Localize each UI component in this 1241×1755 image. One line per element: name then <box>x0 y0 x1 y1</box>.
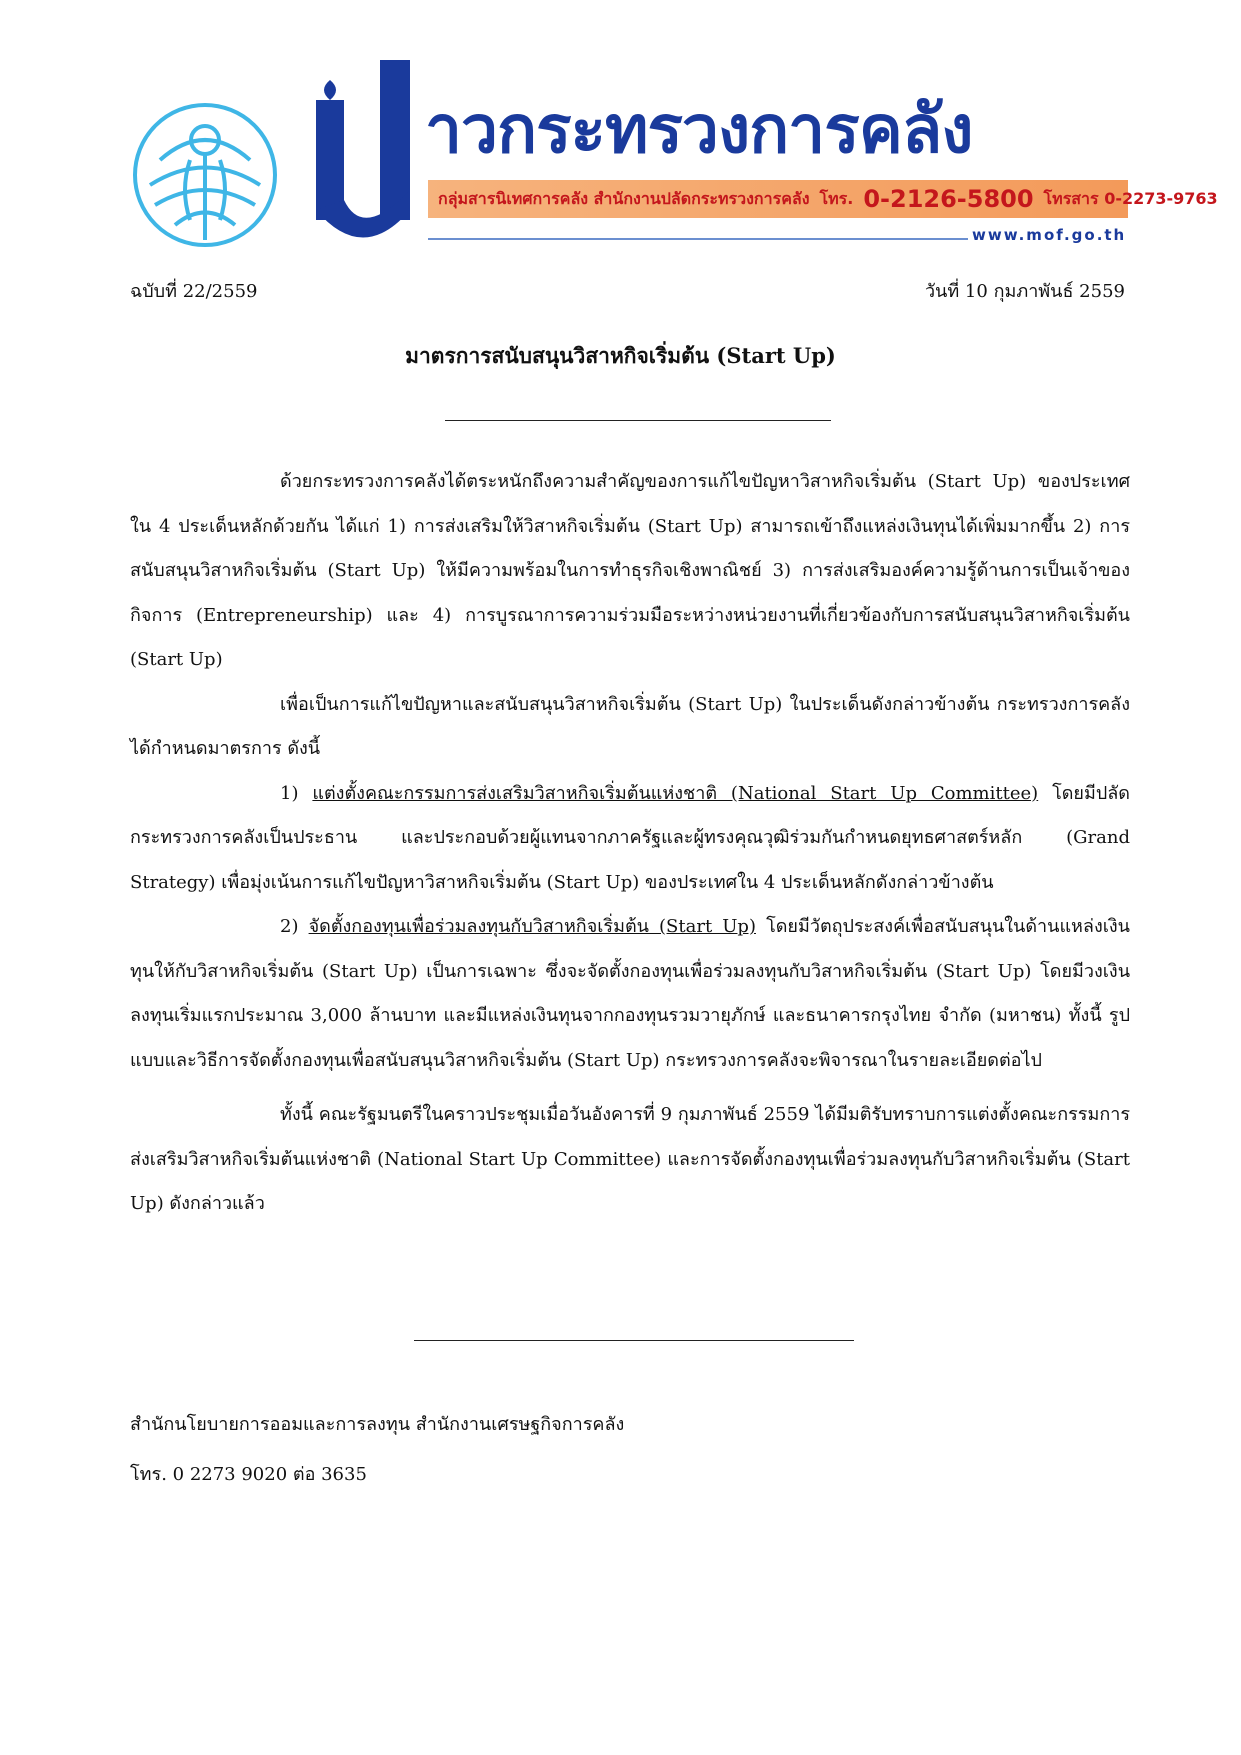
measure-item-2-text: โดยมีวัตถุประสงค์เพื่อสนับสนุนในด้านแหล่งเงินทุนให้กับวิสาหกิจเริ่มต้น (Start Up) เป็นการเฉพาะ ซึ่งจะจัดตั้งกองทุนเพื่อร่วมลงทุนกับวิสาหกิจเริ่มต้น (Start Up) โดยมีวงเงินลงทุนเริ่มแรกประมาณ 3,000 ล้านบาท และมีแหล่งเงินทุนจากกองทุนรวมวายุภักษ์ และธนาคารกรุงไทย จำกัด (มหาชน) ทั้งนี้ รูปแบบและวิธีการจัดตั้งกองทุนเพื่อสนับสนุนวิสาหกิจเริ่มต้น (Start Up) กระทรวงการคลังจะพิจารณาในรายละเอียดต่อไป <box>130 916 1130 1071</box>
masthead-tel-label: โทร. <box>819 188 854 208</box>
paragraph-cabinet: ทั้งนี้ คณะรัฐมนตรีในคราวประชุมเมื่อวันอังคารที่ 9 กุมภาพันธ์ 2559 ได้มีมติรับทราบการแต่งตั้งคณะกรรมการส่งเสริมวิสาหกิจเริ่มต้นแห่งชาติ (National Start Up Committee) และการจัดตั้งกองทุนเพื่อร่วมลงทุนกับวิสาหกิจเริ่มต้น (Start Up) ดังกล่าวแล้ว <box>130 1104 1130 1214</box>
masthead-contact-bar <box>428 180 1218 218</box>
website-link[interactable]: www.mof.go.th <box>972 226 1127 244</box>
measure-item-2 <box>130 905 1130 1083</box>
masthead-big-letter <box>308 60 428 260</box>
measure-item-2-heading: จัดตั้งกองทุนเพื่อร่วมลงทุนกับวิสาหกิจเริ่มต้น (Start Up) <box>308 916 756 937</box>
end-divider <box>414 1340 854 1341</box>
masthead-tel-number: 0-2126-5800 <box>863 185 1034 213</box>
measure-item-1 <box>130 772 1130 906</box>
page-title: มาตรการสนับสนุนวิสาหกิจเริ่มต้น (Start Up) <box>405 343 836 368</box>
garuda-emblem-icon <box>130 100 280 250</box>
paragraph-intro: ด้วยกระทรวงการคลังได้ตระหนักถึงความสำคัญของการแก้ไขปัญหาวิสาหกิจเริ่มต้น (Start Up) ของประเทศใน 4 ประเด็นหลักด้วยกัน ได้แก่ 1) การส่งเสริมให้วิสาหกิจเริ่มต้น (Start Up) สามารถเข้าถึงแหล่งเงินทุนได้เพิ่มมากขึ้น 2) การสนับสนุนวิสาหกิจเริ่มต้น (Start Up) ให้มีความพร้อมในการทำธุรกิจเชิงพาณิชย์ 3) การส่งเสริมองค์ความรู้ด้านการเป็นเจ้าของกิจการ (Entrepreneurship) และ 4) การบูรณาการความร่วมมือระหว่างหน่วยงานที่เกี่ยวข้องกับการสนับสนุนวิสาหกิจเริ่มต้น (Start Up) <box>130 471 1130 670</box>
measure-item-1-heading: แต่งตั้งคณะกรรมการส่งเสริมวิสาหกิจเริ่มต้นแห่งชาติ (National Start Up Committee) <box>312 782 1039 804</box>
measure-item-1-text: โดยมีปลัดกระทรวงการคลังเป็นประธาน และประกอบด้วยผู้แทนจากภาครัฐและผู้ทรงคุณวุฒิร่วมกันกำหนดยุทธศาสตร์หลัก (Grand Strategy) เพื่อมุ่งเน้นการแก้ไขปัญหาวิสาหกิจเริ่มต้น (Start Up) ของประเทศใน 4 ประเด็นหลักดังกล่าวข้างต้น <box>130 782 1130 893</box>
masthead-unit: กลุ่มสารนิเทศการคลัง สำนักงานปลัดกระทรวงการคลัง <box>438 188 810 208</box>
issue-date: วันที่ 10 กุมภาพันธ์ 2559 <box>924 281 1125 302</box>
masthead <box>130 60 1218 255</box>
measure-item-1-number: 1) <box>280 782 299 804</box>
office-phone: โทร. 0 2273 9020 ต่อ 3635 <box>130 1464 367 1485</box>
measure-item-2-number: 2) <box>280 916 299 937</box>
title-divider <box>445 420 831 421</box>
contact-footer <box>130 1400 624 1500</box>
paragraph-measures: เพื่อเป็นการแก้ไขปัญหาและสนับสนุนวิสาหกิจเริ่มต้น (Start Up) ในประเด็นดังกล่าวข้างต้น กระทรวงการคลังได้กำหนดมาตรการ ดังนี้ <box>130 693 1130 759</box>
masthead-title: าวกระทรวงการคลัง <box>425 91 973 168</box>
issue-number: ฉบับที่ 22/2559 <box>130 281 258 302</box>
document-body <box>130 460 1130 1227</box>
masthead-divider <box>428 238 968 240</box>
office-name: สำนักนโยบายการออมและการลงทุน สำนักงานเศรษฐกิจการคลัง <box>130 1414 625 1435</box>
masthead-fax: โทรสาร 0-2273-9763 <box>1043 188 1218 208</box>
